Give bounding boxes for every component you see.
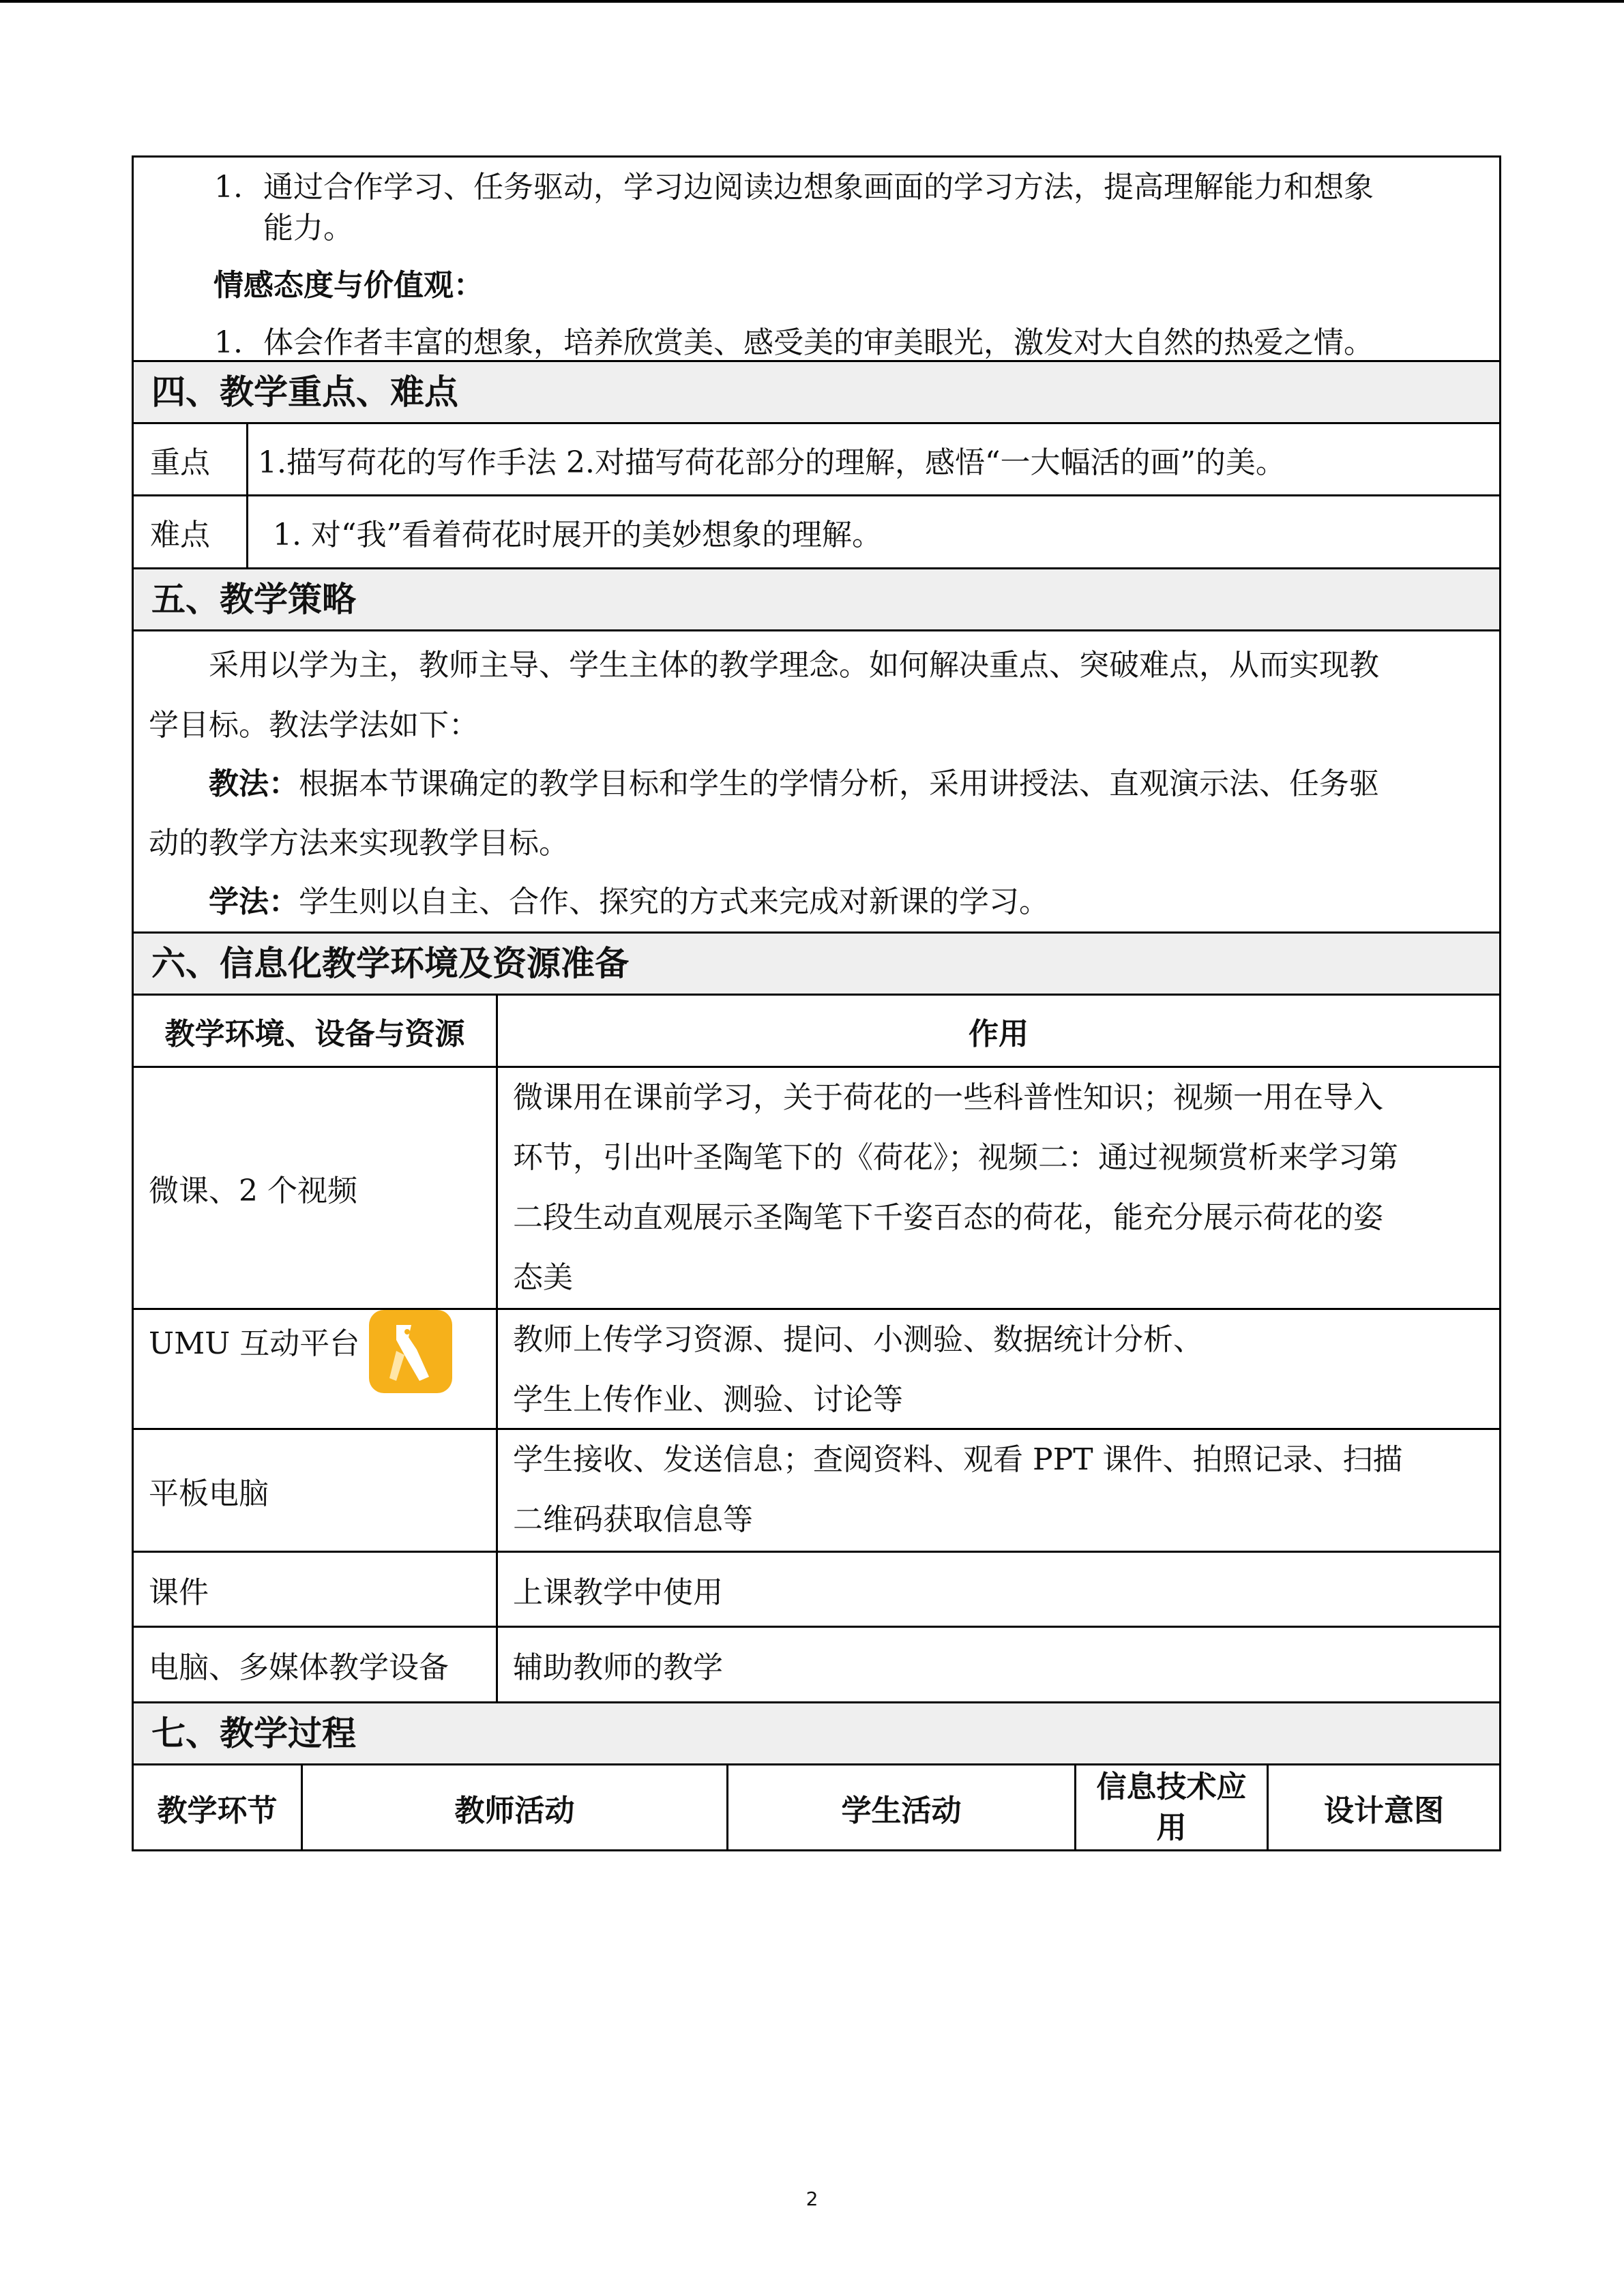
- purpose-line: 环节，引出叶圣陶笔下的《荷花》；视频二：通过视频赏析来学习第: [513, 1140, 1398, 1175]
- objective-1-text-cont: 能力。: [263, 211, 353, 245]
- purpose-line: 微课用在课前学习，关于荷花的一些科普性知识；视频一用在导入: [513, 1080, 1383, 1115]
- resource-name-cell: [134, 1310, 498, 1428]
- difficulty-label: 难点: [134, 496, 248, 567]
- resource-name: 电脑、多媒体教学设备: [134, 1628, 498, 1701]
- purpose-line: 二段生动直观展示圣陶笔下千姿百态的荷花，能充分展示荷花的姿: [513, 1200, 1383, 1235]
- key-point-text: 1.描写荷花的写作手法 2.对描写荷花部分的理解，感悟“一大幅活的画”的美。: [258, 445, 1286, 480]
- page-top-border: [0, 0, 1624, 3]
- difficulty-row: [132, 496, 1501, 569]
- purpose-line: 学生上传作业、测验、讨论等: [513, 1382, 903, 1417]
- resource-purpose: [498, 1310, 1499, 1428]
- resource-purpose: 辅助教师的教学: [513, 1650, 723, 1685]
- purpose-line: 教师上传学习资源、提问、小测验、数据统计分析、: [513, 1322, 1203, 1357]
- process-header-row: [132, 1765, 1501, 1851]
- process-col-intent: 设计意图: [1324, 1793, 1444, 1828]
- strategy-paragraph-cont: 学目标。教法学法如下：: [149, 708, 479, 743]
- page-number: 2: [806, 2188, 818, 2210]
- resource-name: 平板电脑: [134, 1430, 498, 1551]
- section-7-heading: 七、教学过程: [132, 1703, 1501, 1765]
- resources-col-header: 教学环境、设备与资源: [134, 996, 498, 1066]
- resource-row: [132, 1628, 1501, 1703]
- resource-row: [132, 1068, 1501, 1310]
- resource-row: [132, 1310, 1501, 1430]
- teaching-method-label: 教法：: [209, 766, 299, 801]
- resource-name: 微课、2 个视频: [134, 1068, 498, 1308]
- emotion-heading: 情感态度与价值观：: [213, 268, 484, 303]
- objectives-cell: [132, 155, 1501, 362]
- resource-purpose: [498, 1430, 1499, 1551]
- section-4-heading: 四、教学重点、难点: [132, 362, 1501, 424]
- resource-purpose: 上课教学中使用: [513, 1575, 723, 1610]
- resource-row: [132, 1553, 1501, 1628]
- difficulty-text: 1. 对“我”看着荷花时展开的美妙想象的理解。: [273, 518, 882, 552]
- strategy-cell: [132, 631, 1501, 934]
- process-col-stage: 教学环节: [134, 1765, 303, 1849]
- purpose-line: 二维码获取信息等: [513, 1502, 753, 1537]
- learning-method-text: 学生则以自主、合作、探究的方式来完成对新课的学习。: [299, 884, 1049, 919]
- section-5-heading: 五、教学策略: [132, 569, 1501, 631]
- learning-method-label: 学法：: [209, 884, 299, 919]
- process-col-teacher: 教师活动: [303, 1765, 728, 1849]
- objective-2-number: 1.: [214, 325, 243, 360]
- key-point-label: 重点: [134, 424, 248, 494]
- objective-1-number: 1.: [214, 170, 243, 205]
- objective-1-text: 通过合作学习、任务驱动，学习边阅读边想象画面的学习方法，提高理解能力和想象: [263, 170, 1374, 205]
- teaching-method-text: 根据本节课确定的教学目标和学生的学情分析，采用讲授法、直观演示法、任务驱: [299, 766, 1379, 801]
- resource-purpose: [498, 1068, 1499, 1308]
- process-col-it-line1: 信息技术应: [1096, 1769, 1247, 1804]
- process-col-it-line2: 用: [1156, 1810, 1187, 1845]
- strategy-paragraph: 采用以学为主，教师主导、学生主体的教学理念。如何解决重点、突破难点，从而实现教: [209, 648, 1379, 683]
- lesson-plan-table: [132, 155, 1501, 1851]
- objective-2-text: 体会作者丰富的想象，培养欣赏美、感受美的审美眼光，激发对大自然的热爱之情。: [263, 325, 1374, 360]
- resource-name: UMU 互动平台: [149, 1326, 360, 1361]
- key-point-row: [132, 424, 1501, 496]
- purpose-line: 学生接收、发送信息；查阅资料、观看 PPT 课件、拍照记录、扫描: [513, 1442, 1403, 1477]
- purpose-col-header: 作用: [969, 1016, 1029, 1052]
- section-6-heading: 六、信息化教学环境及资源准备: [132, 934, 1501, 996]
- purpose-line: 态美: [513, 1260, 573, 1295]
- process-col-it: [1076, 1765, 1269, 1849]
- resource-name: 课件: [134, 1553, 498, 1626]
- process-col-student: 学生活动: [728, 1765, 1076, 1849]
- resources-header-row: [132, 996, 1501, 1068]
- resource-row: [132, 1430, 1501, 1553]
- teaching-method-text-cont: 动的教学方法来实现教学目标。: [149, 826, 569, 861]
- umu-logo-icon: [369, 1310, 452, 1393]
